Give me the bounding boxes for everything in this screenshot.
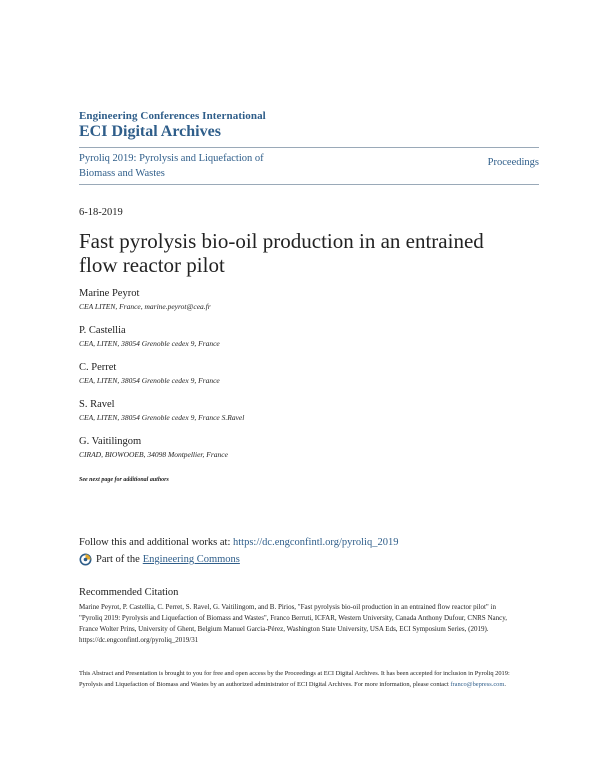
divider-bottom	[79, 184, 539, 185]
header	[79, 110, 539, 141]
paper-date: 6-18-2019	[79, 207, 123, 218]
collection-link[interactable]: https://dc.engconfintl.org/pyroliq_2019	[233, 537, 399, 548]
part-of-line	[79, 553, 240, 566]
engineering-commons-link[interactable]: Engineering Commons	[142, 554, 240, 565]
author-affiliation: CEA LITEN, France, marine.peyrot@cea.fr	[79, 302, 211, 311]
author-entry	[79, 435, 519, 460]
access-note-end: .	[504, 680, 506, 688]
commons-network-icon	[79, 553, 92, 566]
follow-prefix: Follow this and additional works at:	[79, 537, 233, 548]
author-affiliation: CEA, LITEN, 38054 Grenoble cedex 9, France S.Ravel	[79, 413, 245, 422]
author-entry	[79, 398, 519, 423]
access-note-text: This Abstract and Presentation is brought to you for free and open access by the Proceedings at ECI Digital Archives. It has been accepted for inclusion in Pyroliq 2019: Pyrolysis and Liquefaction of Biomass and Wastes by an authorized administrator of ECI Digital Archives. For more information, please contact	[79, 670, 510, 688]
author-list	[79, 287, 519, 472]
contact-email-link[interactable]: franco@bepress.com	[450, 680, 505, 688]
proceedings-link[interactable]: Proceedings	[487, 157, 539, 168]
part-of-prefix: Part of the	[96, 554, 140, 565]
divider-top	[79, 147, 539, 148]
author-name: Marine Peyrot	[79, 288, 140, 299]
series-link[interactable]: Pyroliq 2019: Pyrolysis and Liquefaction of Biomass and Wastes	[79, 153, 264, 179]
additional-authors-note: See next page for additional authors	[79, 477, 169, 483]
recommended-citation-text: Marine Peyrot, P. Castellia, C. Perret, S. Ravel, G. Vaitilingom, and B. Pirios, "Fast pyrolysis bio-oil production in an entrained flow reactor pilot" in "Pyroliq 2019: Pyrolysis and Liquefaction of Biomass and Wastes", Franco Berruti, ICFAR, Western University, Canada Anthony Dufour, CNRS Nancy, France Wolter Prins, University of Ghent, Belgium Manuel Garcia-Pérez, Washington State University, USA Eds, ECI Symposium Series, (2019). https://dc.engconfintl.org/pyroliq_2019/31	[79, 603, 508, 644]
access-note	[79, 669, 523, 690]
org-name[interactable]: Engineering Conferences International	[79, 110, 266, 122]
author-entry	[79, 361, 519, 386]
author-affiliation: CEA, LITEN, 38054 Grenoble cedex 9, France	[79, 339, 220, 348]
author-name: G. Vaitilingom	[79, 436, 142, 447]
author-entry	[79, 324, 519, 349]
author-entry	[79, 287, 519, 312]
archive-name[interactable]: ECI Digital Archives	[79, 123, 221, 140]
author-name: C. Perret	[79, 362, 117, 373]
paper-title: Fast pyrolysis bio-oil production in an entrained flow reactor pilot	[79, 229, 484, 277]
follow-line	[79, 537, 398, 548]
author-affiliation: CEA, LITEN, 38054 Grenoble cedex 9, France	[79, 376, 220, 385]
author-name: S. Ravel	[79, 399, 115, 410]
recommended-citation-heading: Recommended Citation	[79, 587, 179, 598]
author-affiliation: CIRAD, BIOWOOEB, 34098 Montpellier, France	[79, 450, 228, 459]
author-name: P. Castellia	[79, 325, 126, 336]
